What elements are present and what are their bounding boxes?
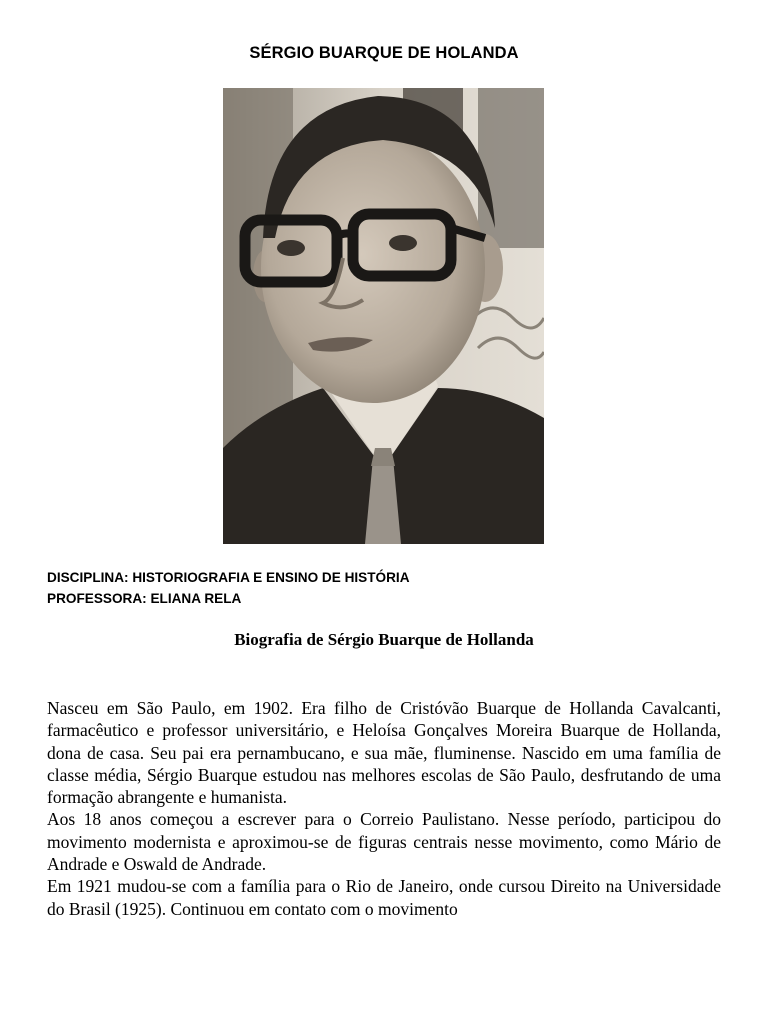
course-info [47,567,410,609]
bio-paragraph: Aos 18 anos começou a escrever para o Correio Paulistano. Nesse período, participou do movimento modernista e aproximou-se de figuras centrais nesse movimento, como Mário de Andrade e Oswald de Andrade. [47,809,721,875]
portrait-photo [223,88,544,544]
page-title: SÉRGIO BUARQUE DE HOLANDA [249,44,519,62]
bio-paragraph: Em 1921 mudou-se com a família para o Rio de Janeiro, onde cursou Direito na Universidade do Brasil (1925). Continuou em contato com o movimento [47,876,721,919]
bio-heading: Biografia de Sérgio Buarque de Hollanda [234,630,534,649]
professor-label: PROFESSORA: ELIANA RELA [47,591,242,606]
discipline-label: DISCIPLINA: HISTORIOGRAFIA E ENSINO DE HISTÓRIA [47,570,410,585]
bio-body [47,697,721,920]
bio-paragraph: Nasceu em São Paulo, em 1902. Era filho de Cristóvão Buarque de Hollanda Cavalcanti, farmacêutico e professor universitário, e Heloísa Gonçalves Moreira Buarque de Hollanda, dona de casa. Seu pai era pernambucano, e sua mãe, fluminense. Nascido em uma família de classe média, Sérgio Buarque estudou nas melhores escolas de São Paulo, desfrutando de uma formação abrangente e humanista. [47,698,721,808]
